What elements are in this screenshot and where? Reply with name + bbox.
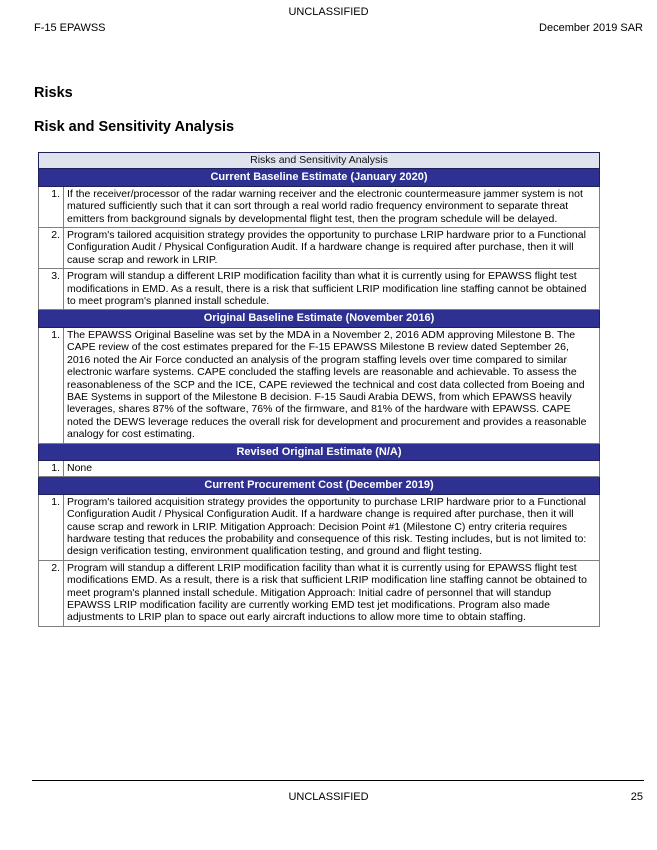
item-number: 2. (39, 560, 64, 626)
item-number: 1. (39, 460, 64, 476)
item-text: None (64, 460, 600, 476)
program-name: F-15 EPAWSS (34, 22, 106, 34)
group-header: Original Baseline Estimate (November 2016) (39, 310, 600, 327)
item-text: If the receiver/processor of the radar warning receiver and the electronic countermeasure jammer system is not matured sufficiently such that it can sort through a real world radio frequency environment to separate threat emitters from background signals by developmental flight test, then the program schedule will be delayed. (64, 186, 600, 227)
table-row (39, 494, 600, 560)
item-number: 3. (39, 269, 64, 310)
page-number: 25 (630, 791, 643, 803)
table-caption: Risks and Sensitivity Analysis (39, 153, 600, 169)
item-text: Program's tailored acquisition strategy provides the opportunity to purchase LRIP hardware prior to a Functional Configuration Audit / Physical Configuration Audit. If a hardware change is required after purchase, then it will cause scrap and rework in LRIP. (64, 228, 600, 269)
item-text: Program will standup a different LRIP modification facility than what it is currently using for EPAWSS flight test modifications EMD. As a result, there is a risk that sufficient LRIP modification line staffing cannot be obtained to meet program's planned install schedule. Mitigation Approach: Initial cadre of personnel that will standup EPAWSS LRIP modification facility are currently working EMD test jet modifications. Program also made adjustments to LRIP plan to space out early aircraft inductions to allow more time to obtain staffing. (64, 560, 600, 626)
group-header-row (39, 477, 600, 494)
classification-marking-top: UNCLASSIFIED (288, 6, 369, 18)
group-header: Current Procurement Cost (December 2019) (39, 477, 600, 494)
table-row (39, 560, 600, 626)
item-number: 2. (39, 228, 64, 269)
group-header-row (39, 443, 600, 460)
table-row (39, 460, 600, 476)
group-header: Current Baseline Estimate (January 2020) (39, 169, 600, 186)
item-text: The EPAWSS Original Baseline was set by the MDA in a November 2, 2016 ADM approving Milestone B. The CAPE review of the cost estimates prepared for the F-15 EPAWSS Milestone B review dated September 26, 2016 noted the Air Force conducted an analysis of the program staffing levels over time compared to similar electronic warfare systems. CAPE concluded the staffing levels are reasonable and achievable. To assess the reasonableness of the SCP and the ICE, CAPE reviewed the technical and cost data collected from Boeing and BAE Systems in support of the Milestone B decision. F-15 Saudi Arabia DEWS, from which EPAWSS heavily leverages, shares 87% of the software, 76% of the firmware, and 81% of the hardware with EPAWSS. CAPE noted the DEWS leverage reduces the overall risk for development and procurement and provides a reasonable analogy for cost estimating. (64, 327, 600, 443)
footer-divider (32, 780, 644, 781)
risk-sensitivity-heading: Risk and Sensitivity Analysis (34, 119, 235, 135)
table-row (39, 186, 600, 227)
group-header-row (39, 310, 600, 327)
group-header-row (39, 169, 600, 186)
risks-heading: Risks (34, 85, 73, 101)
item-number: 1. (39, 494, 64, 560)
report-name: December 2019 SAR (539, 22, 643, 34)
item-number: 1. (39, 186, 64, 227)
classification-marking-bottom: UNCLASSIFIED (288, 791, 369, 803)
risk-sensitivity-table (38, 152, 600, 627)
table-row (39, 228, 600, 269)
table-row (39, 269, 600, 310)
table-row (39, 327, 600, 443)
item-text: Program's tailored acquisition strategy provides the opportunity to purchase LRIP hardware prior to a Functional Configuration Audit / Physical Configuration Audit. If a hardware change is required after purchase, then it will cause scrap and rework in LRIP. Mitigation Approach: Decision Point #1 (Milestone C) entry criteria requires hardware testing that reduces the probability and consequence of this risk. Testing includes, but is not limited to: design verification testing, environment qualification testing, and ground and flight testing. (64, 494, 600, 560)
group-header: Revised Original Estimate (N/A) (39, 443, 600, 460)
item-text: Program will standup a different LRIP modification facility than what it is currently using for EPAWSS flight test modifications in EMD. As a result, there is a risk that sufficient LRIP modification line staffing cannot be obtained to meet program's planned install schedule. (64, 269, 600, 310)
table-caption-row (39, 153, 600, 169)
item-number: 1. (39, 327, 64, 443)
